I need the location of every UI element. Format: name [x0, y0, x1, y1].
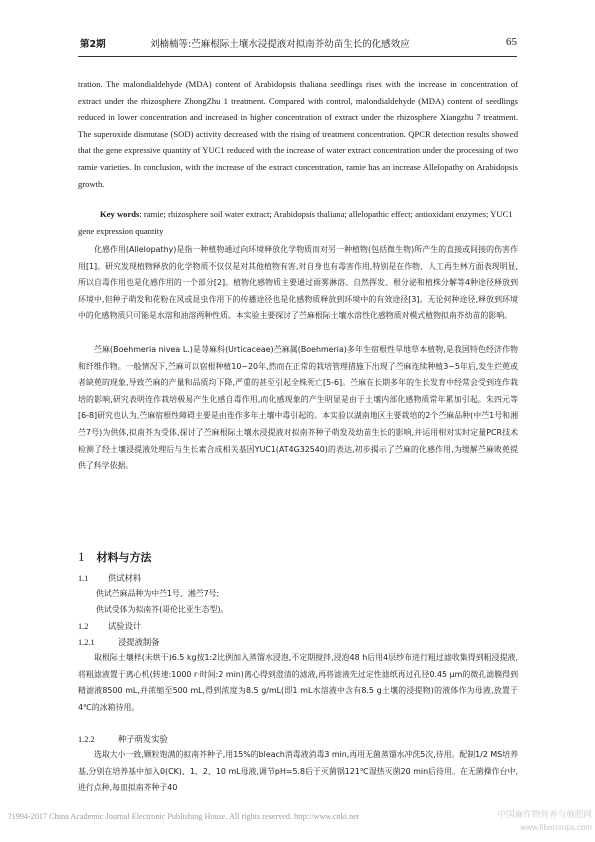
subsection-title: 试验设计 — [108, 621, 142, 631]
running-title: 刘楠楠等:苎麻根际土壤水浸提液对拟南芥幼苗生长的化感效应 — [150, 39, 410, 50]
keywords-text: : ramie; rhizosphere soil water extract; Arabidopsis thaliana; allelopathic effect; antioxidant enzymes; YUC1 gene expression quantity — [78, 209, 513, 236]
subsection-1-2-1 — [78, 636, 160, 648]
seed-paragraph: 选取大小一致,颗粒饱满的拟南芥种子,用15%的bleach消毒液消毒3 min,再用无菌蒸馏水冲洗5次,待用。配制1/2 MS培养基,分别在培养基中加入0(CK)、1、2、10 mL母液,调节pH=5.8后于灭菌锅121℃湿热灭菌20 min后待用。在无菌操作台中,进行点种,每皿拟南芥种子40 — [78, 750, 518, 793]
running-header — [80, 36, 517, 52]
watermark-url: www.fibercrops.com — [520, 823, 592, 832]
subsection-title: 浸提液制备 — [118, 637, 160, 647]
subsection-title: 供试材料 — [108, 573, 142, 583]
subsection-number: 1.2.1 — [78, 638, 95, 647]
subsection-1-2-2 — [78, 733, 168, 745]
page-number: 65 — [506, 36, 517, 48]
extract-paragraph: 取根际土壤样(未烘干)6.5 kg按1:2比例加入蒸馏水浸泡,不定期搅拌,浸泡48 h后用4层纱布进行粗过滤收集得到粗浸提液,将粗滤液置于离心机(转速:1000 r·时间:2 min)离心得到澄清的滤液,再将滤液先过定性滤纸再过孔径0.45 μm的微孔滤膜得到精滤液8500 mL,并浓缩至500 mL,得到浓度为8.5 g/mL(即1 mL水溶液中含有8.5 g土壤的浸提物)的液体作为母液,放置于4℃的冰箱待用。 — [78, 653, 518, 712]
keywords — [78, 206, 518, 239]
subsection-title: 种子萌发实验 — [118, 734, 168, 744]
material-line-1: 供试苎麻品种为中苎1号、湘苎7号; — [96, 589, 220, 598]
subsection-1-1 — [78, 572, 141, 584]
subsection-number: 1.1 — [78, 574, 89, 583]
intro-paragraph-2: 苎麻(Boehmeria nivea L.)是荨麻科(Urticaceae)苎麻属(Boehmeria)多年生宿根性旱地草本植物,是我国特色经济作物和纤维作物。一般情况下,苎麻可以宿根种植10~20年,然而在正常的栽培管理措施下出现了苎麻连续种植3~5年后,发生烂蔸或者缺蔸的现象,导致苎麻的产量和品质均下降,严重的甚至引起全株死亡[5-6]。苎麻在长期多年的生长发育中经常会受到连作栽培的影响,研究表明连作栽培极易产生化感自毒作用,而化感现象的产生明显是由于土壤内部化感物质常年累加引起。朱四元等[6-8]研究也认为,苎麻宿根性障碍主要是由连作多年土壤中毒引起的。本实验以湖南地区主要栽培的2个苎麻品种(中苎1号和湘苎7号)为供体,拟南芥为受体,探讨了苎麻根际土壤水浸提液对拟南芥种子萌发及幼苗生长的影响,并运用相对实时定量PCR技术检测了经土壤浸提液处理后与生长素合成相关基因YUC1(AT4G32540)的表达,初步揭示了苎麻的化感作用,为缓解苎麻败蔸提供了科学依据。 — [78, 345, 518, 471]
keywords-label: Key words — [100, 209, 140, 219]
subsection-number: 1.2.2 — [78, 735, 95, 744]
material-line-2: 供试受体为拟南芥(哥伦比亚生态型)。 — [96, 605, 229, 614]
watermark-text: 中国麻作物营养与施肥网 — [497, 810, 592, 820]
section-number: 1 — [78, 549, 85, 564]
issue-label: 第2期 — [80, 39, 106, 50]
section-heading-1 — [78, 549, 152, 565]
english-abstract: tration. The malondialdehyde (MDA) content of Arabidopsis thaliana seedlings rises with the increase in concentration of extract under the rhizosphere ZhongZhu 1 treatment. Compared with control, malondialdehyde (MDA) content of seedlings reduced in lower concentration and increased in higher concentration of extract under the rhizosphere Xiangzhu 7 treatment. The superoxide dismutase (SOD) activity decreased with the rising of treatment concentration. QPCR detection results showed that the gene expressive quantity of YUC1 reduced with the increase of water extract concentration under the processing of two ramie varieties. In conclusion, with the increase of the extract concentration, ramie has an increase Allelopathy on Arabidopsis growth. — [78, 79, 518, 189]
section-title: 材料与方法 — [96, 551, 152, 564]
subsection-1-2 — [78, 620, 141, 632]
copyright-footer: ?1994-2017 China Academic Journal Electronic Publishing House. All rights reserved. http://www.cnki.net — [8, 812, 360, 821]
intro-paragraph-1: 化感作用(Allelopathy)是指一种植物通过向环境释放化学物质而对另一种植物(包括微生物)所产生的直接或间接的伤害作用[1]。研究发现植物释放的化学物质不仅仅是对其他植物有害,对自身也有毒害作用,特别是在作物、人工再生林方面表现明显,所以自毒作用也是化感作用的一个部分[2]。植物化感物质主要通过雨雾淋溶、自然挥发、根分泌和植株分解等4种途径释放到环境中,但种子萌发和花粉在风或昆虫作用下的传播途径也是化感物质释放到环境中的有效途径[3]。无论何种途径,释放到环境中的化感物质只可能是水溶和油溶两种性质。本实验主要探讨了苎麻根际土壤水溶性化感物质对模式植物拟南芥幼苗的影响。 — [78, 245, 518, 321]
subsection-number: 1.2 — [78, 622, 89, 631]
header-rule — [78, 56, 517, 57]
